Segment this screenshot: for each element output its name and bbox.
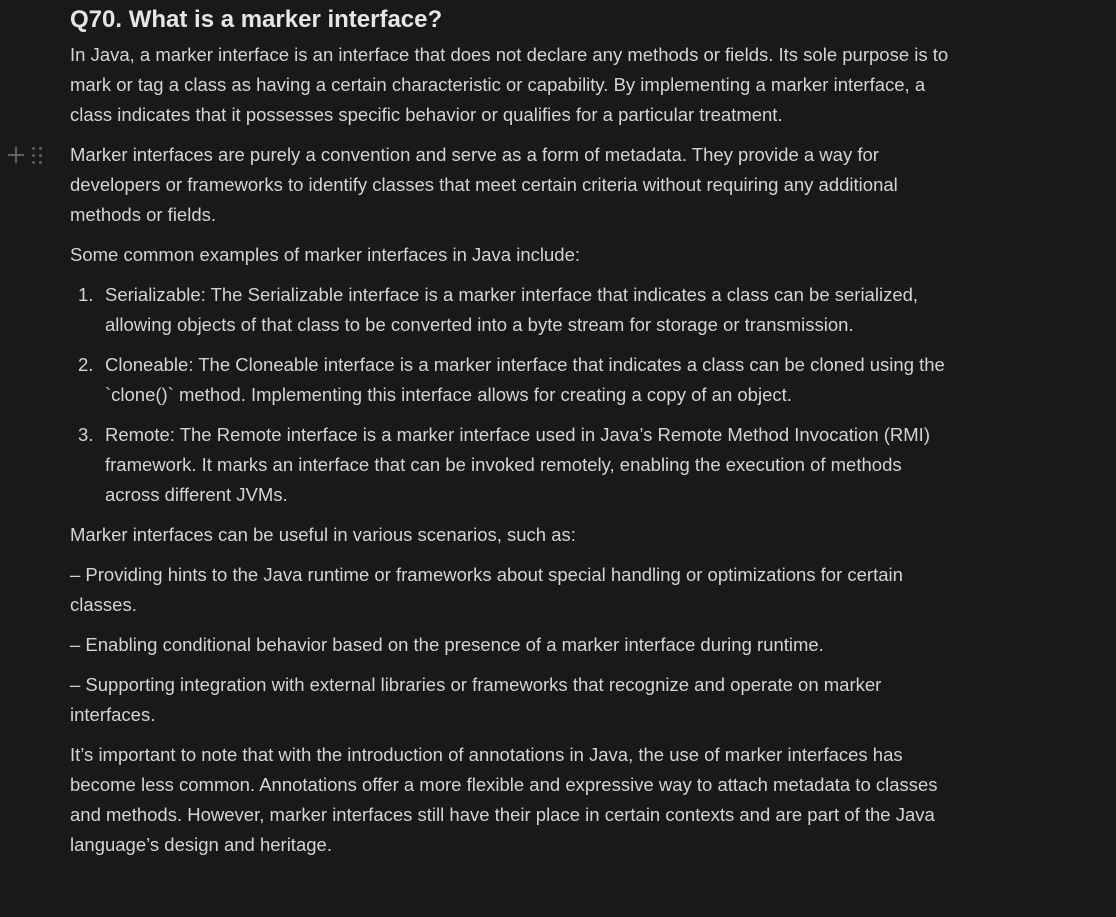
paragraph-scenario-integration: – Supporting integration with external libraries or frameworks that recognize and operate on marker interfaces. [70, 674, 882, 725]
list-item-text: Serializable: The Serializable interface is a marker interface that indicates a class can be serialized, allowing objects of that class to be converted into a byte stream for storage or transmission. [105, 284, 919, 335]
list-item-number: 1. [78, 284, 94, 305]
paragraph-annotations-note: It’s important to note that with the introduction of annotations in Java, the use of marker interfaces has become less common. Annotations offer a more flexible and expressive way to attach metadata to classes and methods. However, marker interfaces still have their place in certain contexts and are part of the Java language’s design and heritage. [70, 744, 938, 855]
paragraph-convention-block [70, 140, 960, 230]
list-item-text: Cloneable: The Cloneable interface is a marker interface that indicates a class can be cloned using the `clone()` method. Implementing this interface allows for creating a copy of an object. [105, 354, 945, 405]
list-item [70, 350, 960, 410]
paragraph-examples-intro: Some common examples of marker interfaces in Java include: [70, 244, 580, 265]
page-content [70, 0, 960, 860]
list-item-number: 2. [78, 354, 94, 375]
paragraph-scenario-conditional: – Enabling conditional behavior based on the presence of a marker interface during runtime. [70, 634, 824, 655]
block-handle [8, 140, 42, 170]
list-item-text: Remote: The Remote interface is a marker interface used in Java’s Remote Method Invocation (RMI) framework. It marks an interface that can be invoked remotely, enabling the execution of methods across different JVMs. [105, 424, 930, 505]
list-item [70, 280, 960, 340]
list-item [70, 420, 960, 510]
page-heading: Q70. What is a marker interface? [70, 6, 443, 33]
plus-icon[interactable] [8, 147, 24, 163]
paragraph-convention: Marker interfaces are purely a convention and serve as a form of metadata. They provide a way for developers or frameworks to identify classes that meet certain criteria without requiring any additional methods or fields. [70, 144, 898, 225]
paragraph-definition: In Java, a marker interface is an interface that does not declare any methods or fields. Its sole purpose is to mark or tag a class as having a certain characteristic or capability. By implementing a marker interface, a class indicates that it possesses specific behavior or qualifies for a particular treatment. [70, 44, 949, 125]
paragraph-scenarios-intro: Marker interfaces can be useful in various scenarios, such as: [70, 524, 576, 545]
paragraph-scenario-hints: – Providing hints to the Java runtime or frameworks about special handling or optimizations for certain classes. [70, 564, 903, 615]
drag-handle-icon[interactable] [32, 146, 42, 164]
list-item-number: 3. [78, 424, 94, 445]
examples-list [70, 280, 960, 510]
